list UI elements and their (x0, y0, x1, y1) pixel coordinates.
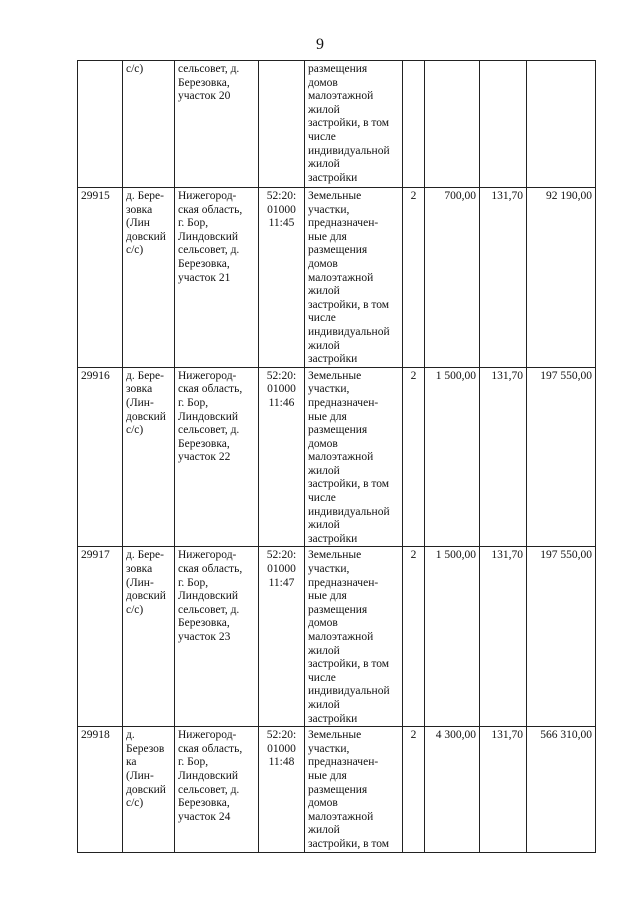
cell-area: 700,00 (425, 188, 480, 368)
cell-value: 197 550,00 (527, 367, 596, 547)
cell-value: 92 190,00 (527, 188, 596, 368)
cell-cadastral (259, 61, 305, 188)
cell-settlement: с/с) (123, 61, 175, 188)
cell-cadastral: 52:20: 01000 11:46 (259, 367, 305, 547)
cell-count: 2 (403, 727, 425, 852)
page-number: 9 (316, 36, 324, 53)
cell-address: Нижегород- ская область, г. Бор, Линдовский сельсовет, д. Березовка, участок 23 (175, 547, 259, 727)
cell-area: 1 500,00 (425, 547, 480, 727)
cell-number: 29918 (78, 727, 123, 852)
cell-address: Нижегород- ская область, г. Бор, Линдовский сельсовет, д. Березовка, участок 21 (175, 188, 259, 368)
table-row (78, 367, 596, 547)
land-registry-table (77, 60, 596, 853)
cell-value (527, 61, 596, 188)
cell-cadastral: 52:20: 01000 11:45 (259, 188, 305, 368)
cell-value: 197 550,00 (527, 547, 596, 727)
cell-settlement: д. Бере- зовка (Лин- довский с/с) (123, 547, 175, 727)
cell-count: 2 (403, 547, 425, 727)
cell-settlement: д. Березов ка (Лин- довский с/с) (123, 727, 175, 852)
cell-area: 1 500,00 (425, 367, 480, 547)
table-row (78, 188, 596, 368)
cell-purpose: Земельные участки, предназначен- ные для размещения домов малоэтажной жилой застройки, в том числе индивидуальной жилой застройки (305, 188, 403, 368)
cell-number: 29915 (78, 188, 123, 368)
table-row-continuation (78, 61, 596, 188)
cell-address: Нижегород- ская область, г. Бор, Линдовский сельсовет, д. Березовка, участок 24 (175, 727, 259, 852)
cell-rate: 131,70 (480, 188, 527, 368)
cell-purpose: Земельные участки, предназначен- ные для размещения домов малоэтажной жилой застройки, в том числе индивидуальной жилой застройки (305, 547, 403, 727)
cell-purpose: Земельные участки, предназначен- ные для размещения домов малоэтажной жилой застройки, в том числе индивидуальной жилой застройки (305, 367, 403, 547)
cell-number: 29917 (78, 547, 123, 727)
cell-count: 2 (403, 367, 425, 547)
cell-area (425, 61, 480, 188)
cell-number: 29916 (78, 367, 123, 547)
cell-count (403, 61, 425, 188)
cell-address: сельсовет, д. Березовка, участок 20 (175, 61, 259, 188)
cell-cadastral: 52:20: 01000 11:48 (259, 727, 305, 852)
cell-value: 566 310,00 (527, 727, 596, 852)
cell-cadastral: 52:20: 01000 11:47 (259, 547, 305, 727)
cell-settlement: д. Бере- зовка (Лин- довский с/с) (123, 367, 175, 547)
cell-count: 2 (403, 188, 425, 368)
table-row (78, 727, 596, 852)
cell-area: 4 300,00 (425, 727, 480, 852)
table-row (78, 547, 596, 727)
cell-address: Нижегород- ская область, г. Бор, Линдовский сельсовет, д. Березовка, участок 22 (175, 367, 259, 547)
cell-rate: 131,70 (480, 727, 527, 852)
cell-purpose: Земельные участки, предназначен- ные для размещения домов малоэтажной жилой застройки, в том (305, 727, 403, 852)
cell-rate: 131,70 (480, 547, 527, 727)
cell-settlement: д. Бере- зовка (Лин довский с/с) (123, 188, 175, 368)
cell-rate (480, 61, 527, 188)
cell-purpose: размещения домов малоэтажной жилой застройки, в том числе индивидуальной жилой застройки (305, 61, 403, 188)
cell-number (78, 61, 123, 188)
cell-rate: 131,70 (480, 367, 527, 547)
